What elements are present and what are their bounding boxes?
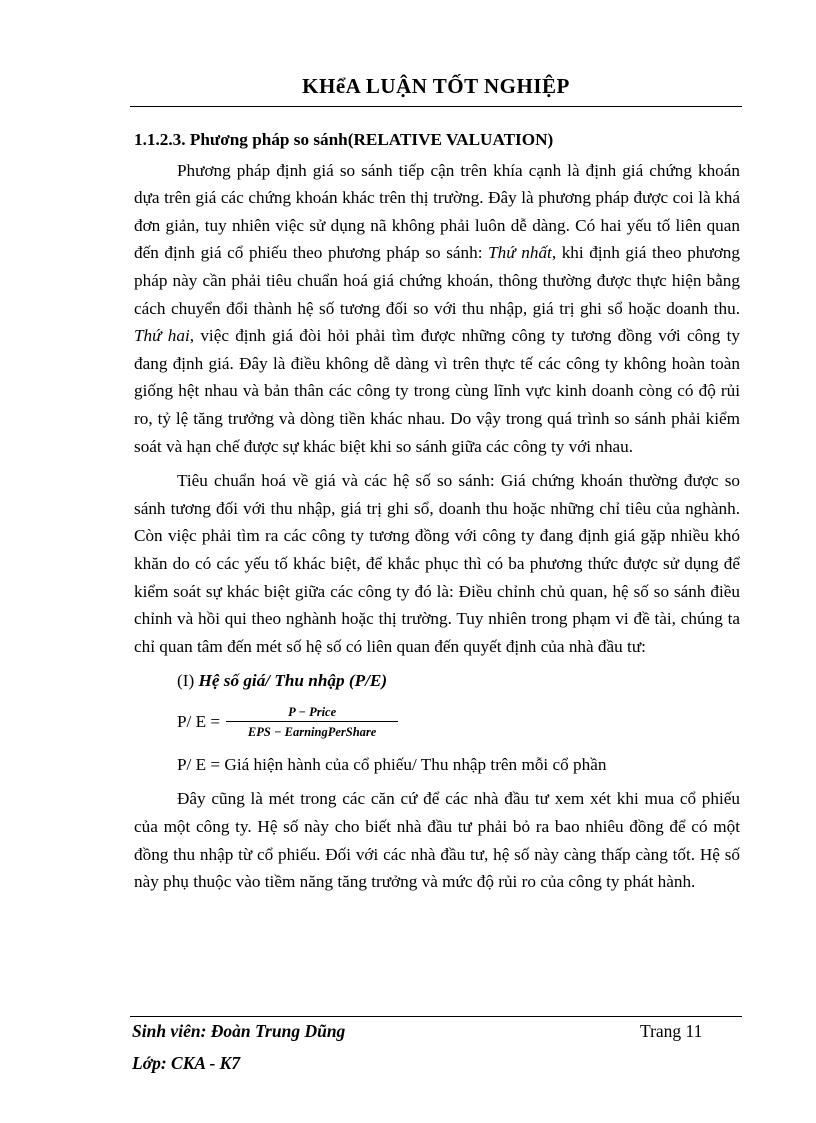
paragraph-intro-emphasis-1: Thứ nhất [488,243,552,263]
paragraph-standardization: Tiêu chuẩn hoá về giá và các hệ số so sánh: Giá chứng khoán thường được so sánh tương đối với thu nhập, giá trị ghi sổ, doanh thu hoặc những chỉ tiêu của nghành. Còn việc phải tìm ra các công ty tương đồng với công ty đang định giá gặp nhiều khó khăn do có các yếu tố khác biệt, để khắc phục thì có ba phương thức được sử dụng để kiểm soát sự khác biệt giữa các công ty đó là: Điều chỉnh chủ quan, hệ số so sánh điều chỉnh và hồi qui theo nghành hoặc thị trường. Tuy nhiên trong phạm vi đề tài, chúng ta chỉ quan tâm đến mét số hệ số có liên quan đến quyết định của nhà đầu tư: [134,471,740,656]
pe-formula [177,699,740,745]
formula-denominator: EPS − EarningPerShare [247,724,377,739]
header-divider [130,106,742,107]
formula-lhs: P/ E = [177,712,221,732]
item-title: Hệ số giá/ Thu nhập (P/E) [198,671,388,691]
paragraph-intro-text-3: , việc định giá đòi hỏi phải tìm được những công ty tương đồng với công ty đang định giá. Đây là điều không dễ dàng vì trên thực tế các công ty không hoàn toàn giống hệt nhau và bản thân các công ty trong cùng lĩnh vực kinh doanh còng có độ rủi ro, tỷ lệ tăng trưởng và dòng tiền khác nhau. Do vậy trong quá trình so sánh phải kiểm soát và hạn chế được sự khác biệt khi so sánh giữa các công ty với nhau. [134,326,740,456]
paragraph-intro-emphasis-2: Thứ hai [134,326,190,346]
formula-fraction [226,704,398,740]
pe-definition: P/ E = Giá hiện hành của cổ phiếu/ Thu nhập trên mỗi cổ phần [177,754,607,774]
section-heading: 1.1.2.3. Phương pháp so sánh(RELATIVE VALUATION) [134,130,554,149]
paragraph-intro [134,157,740,461]
formula-numerator: P − Price [226,704,398,722]
footer-class-name: Lớp: CKA - K7 [132,1053,241,1073]
paragraph-pe-explanation: Đây cũng là mét trong các căn cứ để các nhà đầu tư xem xét khi mua cổ phiếu của một công ty. Hệ số này cho biết nhà đầu tư phải bỏ ra bao nhiêu đồng để có một đồng thu nhập từ cổ phiếu. Đối với các nhà đầu tư, hệ số này càng thấp càng tốt. Hệ số này phụ thuộc vào tiềm năng tăng trưởng và mức độ rủi ro của công ty phát hành. [134,789,740,892]
footer-divider [130,1016,742,1017]
footer-page-number: Trang 11 [640,1021,703,1041]
page-header-title: KHểA LUẬN TỐT NGHIỆP [302,74,570,98]
paragraph-intro-text-2: , khi định giá theo phương pháp này cần phải tiêu chuẩn hoá giá chứng khoán, thông thường được thực hiện bằng cách chuyển đổi thành hệ số tương đối so với thu nhập, giá trị ghi sổ hoặc doanh thu. [134,243,740,318]
item-heading-pe [177,667,740,695]
document-body [134,126,740,903]
paragraph-intro-text-1: Phương pháp định giá so sánh tiếp cận trên khía cạnh là định giá chứng khoán dựa trên giá các chứng khoán khác trên thị trường. Đây là phương pháp được coi là khá đơn giản, tuy nhiên việc sử dụng nã không phải luôn dễ dàng. Có hai yếu tố liên quan đến định giá cổ phiếu theo phương pháp so sánh: [134,160,740,263]
footer-student-name: Sinh viên: Đoàn Trung Dũng [132,1021,346,1041]
item-number: (I) [177,671,195,691]
